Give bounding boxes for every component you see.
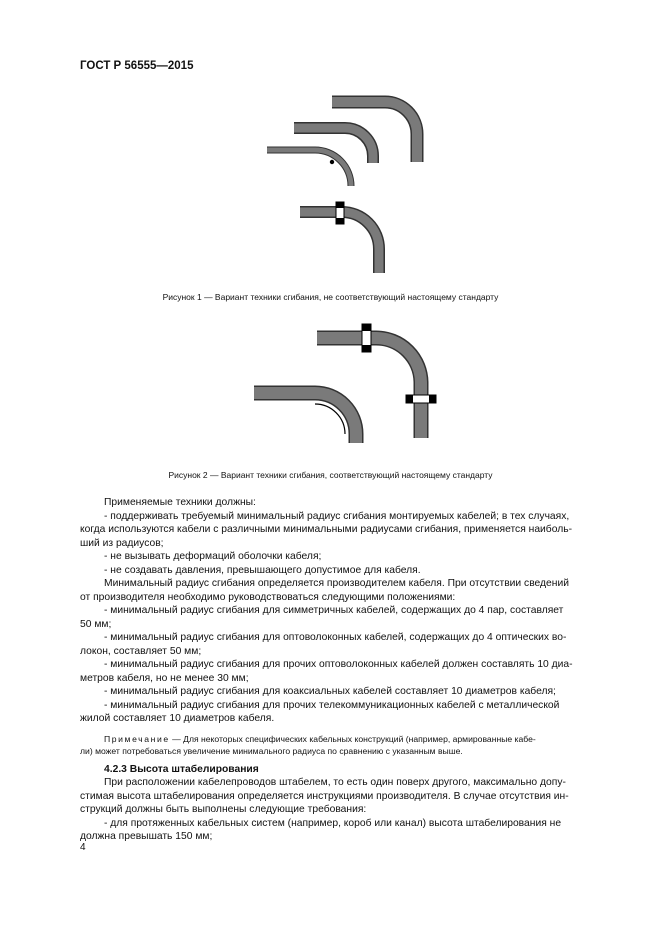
requirement-1-line-1: - поддерживать требуемый минимальный радиус сгибания монтируемых кабелей; в тех случаях, — [104, 510, 570, 522]
bullet-4: - минимальный радиус сгибания для коаксиальных кабелей составляет 10 диаметров кабеля; — [104, 686, 556, 697]
figure-2-illustration — [250, 318, 450, 443]
stacking-line-1: При расположении кабелепроводов штабелем, то есть один поверх другого, максимально допу- — [104, 777, 566, 788]
document-header: ГОСТ Р 56555—2015 — [80, 60, 194, 72]
bullet-3-line-1: - минимальный радиус сгибания для прочих оптоволоконных кабелей должен составлять 10 диа- — [104, 659, 573, 670]
figure-1-caption: Рисунок 1 — Вариант техники сгибания, не соответствующий настоящему стандарту — [162, 292, 499, 302]
bullet-1-line-1: - минимальный радиус сгибания для симметричных кабелей, содержащих до 4 пар, составляет — [104, 605, 564, 616]
stacking-line-3: струкций должны быть выполнены следующие требования: — [80, 804, 367, 815]
bullet-2-line-2: локон, составляет 50 мм; — [80, 645, 202, 657]
fig2-clamp-bottom — [406, 395, 436, 403]
requirement-1-line-2: когда используются кабели с различными минимальными радиусами сгибания, применяется наиболь- — [80, 524, 572, 535]
bullet-2-line-1: - минимальный радиус сгибания для оптоволоконных кабелей, содержащих до 4 оптических во- — [104, 632, 567, 643]
bullet-5-line-2: жилой составляет 10 диаметров кабеля. — [80, 713, 275, 724]
body-text — [80, 496, 586, 844]
intro-line: Применяемые техники должны: — [104, 497, 256, 508]
requirement-3: - не создавать давления, превышающего допустимое для кабеля. — [104, 564, 421, 576]
section-heading: 4.2.3 Высота штабелирования — [104, 763, 259, 775]
note-label: Примечание — [104, 733, 170, 744]
note-line-1 — [80, 733, 586, 745]
stacking-bullet-1-line-1: - для протяженных кабельных систем (например, короб или канал) высота штабелирования не — [104, 817, 562, 829]
requirement-1-line-3: ший из радиусов; — [80, 537, 164, 549]
requirement-2: - не вызывать деформаций оболочки кабеля; — [104, 551, 322, 562]
bullet-1-line-2: 50 мм; — [80, 618, 112, 630]
note-line-2: ли) может потребоваться увеличение минимального радиуса по сравнению с указанным выше. — [80, 745, 463, 756]
note-text-1: — Для некоторых специфических кабельных конструкций (например, армированные кабе- — [169, 733, 536, 744]
bullet-3-line-2: метров кабеля, но не менее 30 мм; — [80, 672, 249, 684]
page-number: 4 — [80, 842, 86, 853]
min-radius-line-1: Минимальный радиус сгибания определяется производителем кабеля. При отсутствии сведений — [104, 578, 569, 589]
min-radius-line-2: от производителя необходимо руководствоваться следующими положениями: — [80, 591, 456, 603]
figure-2-caption: Рисунок 2 — Вариант техники сгибания, соответствующий настоящему стандарту — [168, 470, 493, 480]
fig1-clamp — [336, 202, 344, 224]
figure-1-illustration — [250, 90, 450, 280]
bullet-5-line-1: - минимальный радиус сгибания для прочих телекоммуникационных кабелей с металлической — [104, 699, 560, 711]
fig2-clamp-top — [362, 324, 371, 352]
stacking-bullet-1-line-2: должна превышать 150 мм; — [80, 831, 213, 842]
stacking-line-2: стимая высота штабелирования определяется инструкциями производителя. В случае отсутствия ин- — [80, 790, 569, 802]
fig1-pinch-point — [330, 160, 334, 164]
